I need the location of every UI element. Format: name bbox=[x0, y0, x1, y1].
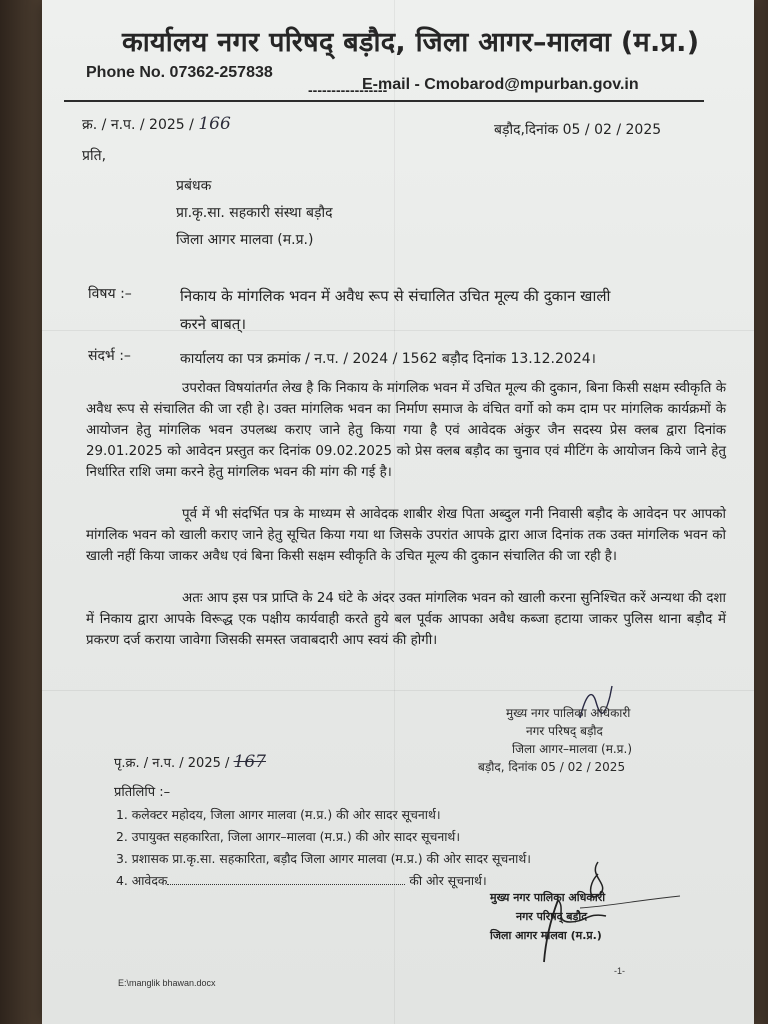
letterhead-title: कार्यालय नगर परिषद् बड़ौद, जिला आगर–मालवा (म.प्र.) bbox=[122, 27, 700, 58]
body-paragraph-2 bbox=[86, 504, 726, 567]
body-paragraph-3 bbox=[86, 588, 726, 651]
reference-text: कार्यालय का पत्र क्रमांक / न.प. / 2024 / 1562 बड़ौद दिनांक 13.12.2024। bbox=[180, 351, 596, 367]
copy-item-4-suffix: की ओर सूचनार्थ। bbox=[409, 873, 487, 888]
copy-item-2: 2. उपायुक्त सहकारिता, जिला आगर–मालवा (म.प्र.) की ओर सादर सूचनार्थ। bbox=[116, 829, 461, 844]
signatory-office: नगर परिषद् बड़ौद bbox=[526, 724, 603, 738]
subject-line-1: निकाय के मांगलिक भवन में अवैध रूप से संचालित उचित मूल्य की दुकान खाली bbox=[180, 287, 611, 305]
stamp-line-2: नगर परिषद् बड़ौद bbox=[516, 910, 588, 923]
body-paragraph-1 bbox=[86, 378, 726, 483]
letter-date: बड़ौद,दिनांक 05 / 02 / 2025 bbox=[494, 122, 662, 138]
signatory-designation: मुख्य नगर पालिका अधिकारी bbox=[506, 706, 631, 720]
phone-number: Phone No. 07362-257838 bbox=[86, 64, 273, 81]
reference-label: संदर्भ :– bbox=[88, 348, 131, 364]
body-paragraph-1-text: उपरोक्त विषयांतर्गत लेख है कि निकाय के मांगलिक भवन में उचित मूल्य की दुकान, बिना किसी सक्षम स्वीकृति के अवैध रूप से संचालित की जा रही हे। उक्त मांगलिक भवन का निर्माण समाज के वंचित वर्गो को कम दाम पर मांगलिक कार्यक्रमों के आयोजन हेतु मांगलिक भवन उपलब्ध कराए जाने हेतु किया गया है एवं आवेदक अंकुर जैन सदस्य प्रेस क्लब द्वारा दिनांक 29.01.2025 को आवेदन प्रस्तुत कर दिनांक 09.02.2025 को प्रेस क्लब बड़ौद का चुनाव एवं मीटिंग के आयोजन किये जाने हेतु निर्धारित राशि जमा करने हेतु मांगलिक भवन की मांग की गई है। bbox=[86, 381, 726, 480]
prati-label: प्रति, bbox=[82, 148, 107, 164]
stamp-line-1: मुख्य नगर पालिका अधिकारी bbox=[490, 891, 606, 904]
letter-number-handwritten: 166 bbox=[198, 114, 231, 134]
copies-label: प्रतिलिपि :– bbox=[114, 785, 171, 800]
addressee-district: जिला आगर मालवा (म.प्र.) bbox=[176, 232, 314, 248]
endorsement-number bbox=[114, 752, 266, 772]
endorsement-number-handwritten: 167 bbox=[233, 752, 266, 772]
paper-fold bbox=[42, 690, 754, 691]
signatory-date: बड़ौद, दिनांक 05 / 02 / 2025 bbox=[478, 760, 626, 774]
page-number: -1- bbox=[614, 966, 625, 976]
email-address: E-mail - Cmobarod@mpurban.gov.in bbox=[362, 76, 639, 93]
body-paragraph-3-text: अतः आप इस पत्र प्राप्ति के 24 घंटे के अंदर उक्त मांगलिक भवन को खाली करना सुनिश्चित करें अन्यथा की दशा में निकाय द्वारा आपके विरूद्ध एक पक्षीय कार्यवाही करते हुये बल पूर्वक आपका अवैध कब्जा हटाया जाकर पुलिस थाना बड़ौद में प्रकरण दर्ज कराया जावेगा जिसकी समस्त जवाबदारी आप स्वयं की होगी। bbox=[86, 591, 726, 648]
copy-item-1: 1. कलेक्टर महोदय, जिला आगर मालवा (म.प्र.) की ओर सादर सूचनार्थ। bbox=[116, 807, 441, 822]
subject-label: विषय :– bbox=[88, 286, 132, 302]
copy-item-4 bbox=[116, 872, 487, 889]
addressee-organisation: प्रा.कृ.सा. सहकारी संस्था बड़ौद bbox=[176, 205, 333, 221]
body-paragraph-2-text: पूर्व में भी संदर्भित पत्र के माध्यम से आवेदक शाबीर शेख पिता अब्दुल गनी निवासी बड़ौद के आवेदन पर आपको मांगलिक भवन को खाली कराए जाने हेतु सूचित किया गया था जिसके उपरांत आपके द्वारा आज दिनांक तक उक्त मांगलिक भवन को खाली नहीं किया जाकर अवैध एवं बिना किसी सक्षम स्वीकृति के उचित मूल्य की दुकान संचालित की जा रही है। bbox=[86, 507, 726, 564]
contact-separator: ----------------- bbox=[308, 82, 388, 98]
signatory-district: जिला आगर–मालवा (म.प्र.) bbox=[512, 742, 633, 756]
letter-number-prefix: क्र. / न.प. / 2025 / bbox=[82, 117, 194, 133]
addressee-designation: प्रबंधक bbox=[176, 178, 212, 194]
file-path: E:\manglik bhawan.docx bbox=[118, 978, 216, 988]
official-stamp bbox=[490, 888, 605, 945]
stamp-line-3: जिला आगर मालवा (म.प्र.) bbox=[490, 929, 602, 942]
copy-item-4-blank bbox=[167, 874, 405, 885]
subject-line-2: करने बाबत्। bbox=[180, 315, 246, 333]
endorsement-number-prefix: पृ.क्र. / न.प. / 2025 / bbox=[114, 756, 230, 771]
copy-item-3: 3. प्रशासक प्रा.कृ.सा. सहकारिता, बड़ौद जिला आगर मालवा (म.प्र.) की ओर सादर सूचनार्थ। bbox=[116, 851, 531, 866]
paper-fold bbox=[42, 330, 754, 331]
letter-number bbox=[82, 114, 231, 134]
letterhead-rule bbox=[64, 100, 704, 102]
copy-item-4-prefix: 4. आवेदक bbox=[116, 873, 168, 888]
letter-page bbox=[42, 0, 754, 1024]
